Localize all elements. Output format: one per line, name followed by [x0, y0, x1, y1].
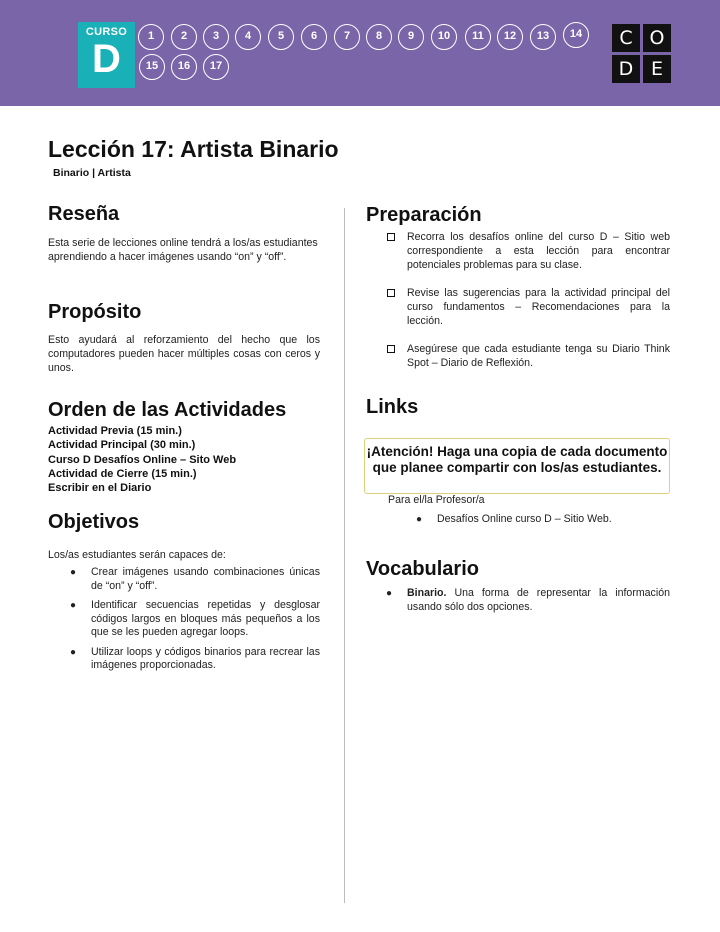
preparacion-checklist: [387, 230, 670, 384]
curso-badge: [78, 22, 135, 88]
lesson-link-5[interactable]: 5: [268, 24, 294, 50]
list-item: [70, 599, 320, 640]
bullet-icon: ●: [70, 567, 77, 578]
orden-item: Actividad Principal (30 min.): [48, 439, 196, 452]
lesson-link-15[interactable]: 15: [139, 54, 165, 80]
lesson-link-11[interactable]: 11: [465, 24, 491, 50]
lesson-link-9[interactable]: 9: [398, 24, 424, 50]
resena-heading: Reseña: [48, 203, 120, 225]
resena-text: Esta serie de lecciones online tendrá a los/as estudiantes aprendiendo a hacer imágenes usando “on” y “off”.: [48, 237, 318, 263]
lesson-subtitle: Binario | Artista: [53, 167, 131, 179]
list-item-text: Crear imágenes usando combinaciones únicas de “on” y “off”.: [91, 566, 320, 592]
desafios-online-link[interactable]: Desafíos Online curso D – Sitio Web.: [437, 513, 612, 525]
column-divider: [344, 208, 345, 903]
lesson-link-4[interactable]: 4: [235, 24, 261, 50]
vocabulario-heading: Vocabulario: [366, 558, 479, 580]
lesson-link-10[interactable]: 10: [431, 24, 457, 50]
checkbox-icon: [387, 233, 395, 241]
copy-alert-box: ¡Atención! Haga una copia de cada documento que planee compartir con los/as estudiantes.: [364, 438, 670, 494]
objetivos-list: [70, 566, 320, 679]
lesson-link-16[interactable]: 16: [171, 54, 197, 80]
links-list: [416, 513, 670, 533]
lesson-link-2[interactable]: 2: [171, 24, 197, 50]
code-logo-e: E: [643, 55, 671, 83]
checklist-item: [387, 342, 670, 370]
lesson-link-12[interactable]: 12: [497, 24, 523, 50]
list-item: [70, 566, 320, 593]
code-logo-c: C: [612, 24, 640, 52]
lesson-link-8[interactable]: 8: [366, 24, 392, 50]
code-logo-o: O: [643, 24, 671, 52]
list-item-text: Identificar secuencias repetidas y desglosar códigos largos en bloques más pequeños a los que se les pueden agregar loops.: [91, 599, 320, 638]
code-logo-d: D: [612, 55, 640, 83]
list-item-text: Utilizar loops y códigos binarios para recrear las imágenes proporcionadas.: [91, 645, 320, 671]
orden-item: Escribir en el Diario: [48, 482, 152, 495]
lesson-link-6[interactable]: 6: [301, 24, 327, 50]
orden-item: Actividad de Cierre (15 min.): [48, 467, 197, 480]
vocab-definition: Una forma de representar la información usando sólo dos opciones.: [407, 587, 670, 613]
curso-label: CURSO: [85, 26, 128, 38]
lesson-link-13[interactable]: 13: [530, 24, 556, 50]
lesson-link-17[interactable]: 17: [203, 54, 229, 80]
curso-letter: D: [92, 37, 121, 81]
lesson-link-1[interactable]: 1: [138, 24, 164, 50]
header-banner: [0, 0, 720, 106]
bullet-icon: ●: [70, 646, 77, 658]
lesson-link-14[interactable]: 14: [563, 22, 589, 48]
list-item: [416, 513, 670, 527]
orden-heading: Orden de las Actividades: [48, 399, 287, 421]
bullet-icon: ●: [70, 600, 77, 611]
bullet-icon: ●: [416, 514, 423, 525]
preparacion-heading: Preparación: [366, 204, 482, 226]
checklist-item-text: Recorra los desafíos online del curso D – Sitio web correspondiente a esta lección para encontrar potenciales problemas para su clase.: [407, 231, 670, 271]
objetivos-heading: Objetivos: [48, 511, 140, 533]
proposito-heading: Propósito: [48, 301, 142, 323]
lesson-link-7[interactable]: 7: [334, 24, 360, 50]
for-teacher-label: Para el/la Profesor/a: [388, 494, 485, 506]
bullet-icon: ●: [386, 588, 393, 599]
checkbox-icon: [387, 345, 395, 353]
orden-item: Actividad Previa (15 min.): [48, 425, 182, 437]
lesson-link-3[interactable]: 3: [203, 24, 229, 50]
checklist-item: [387, 230, 670, 272]
links-heading: Links: [366, 396, 419, 418]
checklist-item: [387, 286, 670, 328]
vocab-term: Binario.: [407, 587, 447, 599]
proposito-text: Esto ayudará al reforzamiento del hecho que los computadores pueden hacer múltiples cosas con ceros y unos.: [48, 334, 320, 374]
list-item: [386, 587, 670, 614]
orden-item: Curso D Desafíos Online – Sito Web: [48, 453, 237, 466]
checkbox-icon: [387, 289, 395, 297]
objetivos-intro: Los/as estudiantes serán capaces de:: [48, 549, 226, 561]
orden-list: [48, 424, 328, 495]
list-item: [70, 646, 320, 673]
vocabulario-list: [386, 587, 670, 620]
lesson-title: Lección 17: Artista Binario: [48, 136, 339, 162]
checklist-item-text: Revise las sugerencias para la actividad principal del curso fundamentos – Recomendaciones para la lección.: [407, 287, 670, 327]
checklist-item-text: Asegúrese que cada estudiante tenga su Diario Think Spot – Diario de Reflexión.: [407, 343, 670, 369]
